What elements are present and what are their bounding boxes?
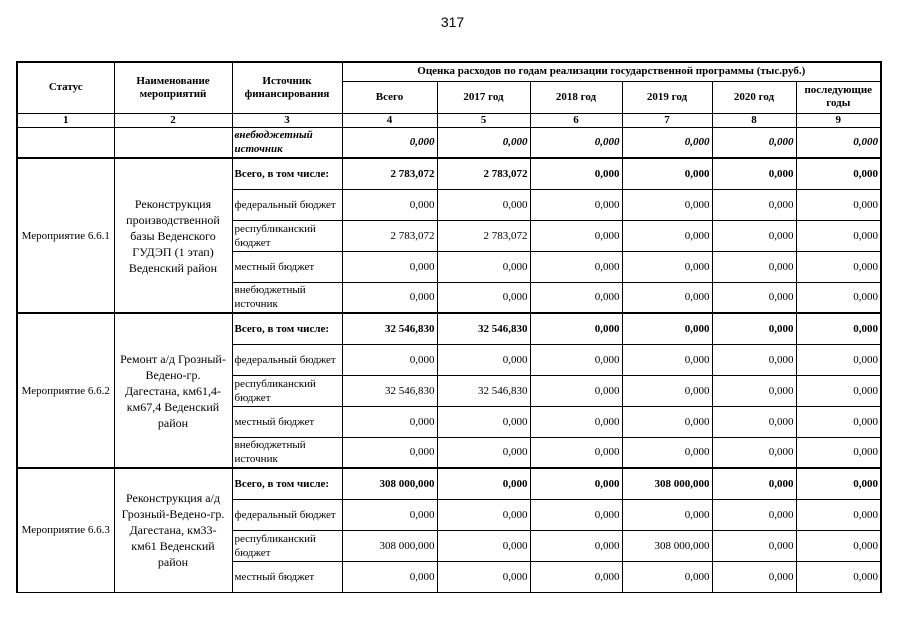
- value-cell: 0,000: [622, 499, 712, 530]
- value-cell: 32 546,830: [342, 375, 437, 406]
- value-cell: 0,000: [796, 251, 881, 282]
- header-year-2019: 2019 год: [622, 81, 712, 113]
- header-year-2020: 2020 год: [712, 81, 796, 113]
- value-cell: 0,000: [622, 282, 712, 313]
- value-cell: 0,000: [530, 251, 622, 282]
- value-cell: 0,000: [530, 158, 622, 189]
- value-cell: 0,000: [342, 344, 437, 375]
- value-cell: 0,000: [712, 220, 796, 251]
- value-cell: 0,000: [712, 344, 796, 375]
- value-cell: 0,000: [712, 530, 796, 561]
- value-cell: 0,000: [796, 158, 881, 189]
- source-cell: республиканский бюджет: [232, 375, 342, 406]
- value-cell: 0,000: [712, 561, 796, 592]
- event-name-cell: Реконструкция а/д Грозный-Ведено-гр. Дагестана, км33-км61 Веденский район: [114, 468, 232, 592]
- value-cell: 0,000: [530, 313, 622, 344]
- value-cell: 0,000: [796, 220, 881, 251]
- source-cell: республиканский бюджет: [232, 220, 342, 251]
- value-cell: 0,000: [712, 127, 796, 158]
- value-cell: 0,000: [530, 220, 622, 251]
- value-cell: 0,000: [712, 375, 796, 406]
- status-cell: Мероприятие 6.6.3: [17, 468, 114, 592]
- value-cell: 32 546,830: [342, 313, 437, 344]
- event-name-cell: Реконструкция производственной базы Веденского ГУДЭП (1 этап) Веденский район: [114, 158, 232, 313]
- value-cell: 0,000: [437, 437, 530, 468]
- value-cell: 0,000: [342, 282, 437, 313]
- value-cell: 308 000,000: [622, 468, 712, 499]
- header-source: Источник финансирования: [232, 62, 342, 113]
- value-cell: 0,000: [712, 468, 796, 499]
- value-cell: 0,000: [796, 499, 881, 530]
- source-cell: федеральный бюджет: [232, 344, 342, 375]
- value-cell: 0,000: [712, 437, 796, 468]
- value-cell: 0,000: [796, 406, 881, 437]
- status-cell-empty: [17, 127, 114, 158]
- source-cell: местный бюджет: [232, 251, 342, 282]
- status-cell: Мероприятие 6.6.1: [17, 158, 114, 313]
- value-cell: 0,000: [342, 561, 437, 592]
- value-cell: 0,000: [622, 561, 712, 592]
- source-cell: внебюджетный источник: [232, 127, 342, 158]
- budget-table: [16, 61, 882, 593]
- value-cell: 2 783,072: [437, 158, 530, 189]
- col-number: 9: [796, 113, 881, 127]
- value-cell: 0,000: [622, 220, 712, 251]
- col-number: 2: [114, 113, 232, 127]
- value-cell: 0,000: [622, 437, 712, 468]
- value-cell: 0,000: [530, 499, 622, 530]
- value-cell: 0,000: [530, 561, 622, 592]
- value-cell: 32 546,830: [437, 375, 530, 406]
- value-cell: 0,000: [796, 313, 881, 344]
- value-cell: 0,000: [622, 375, 712, 406]
- status-cell: Мероприятие 6.6.2: [17, 313, 114, 468]
- value-cell: 0,000: [530, 282, 622, 313]
- source-cell: внебюджетный источник: [232, 437, 342, 468]
- source-cell: местный бюджет: [232, 561, 342, 592]
- value-cell: 0,000: [622, 189, 712, 220]
- value-cell: 0,000: [622, 313, 712, 344]
- col-number: 4: [342, 113, 437, 127]
- value-cell: 0,000: [530, 189, 622, 220]
- value-cell: 0,000: [437, 282, 530, 313]
- value-cell: 0,000: [437, 561, 530, 592]
- value-cell: 0,000: [622, 127, 712, 158]
- value-cell: 2 783,072: [342, 220, 437, 251]
- value-cell: 0,000: [342, 437, 437, 468]
- col-number: 6: [530, 113, 622, 127]
- value-cell: 0,000: [622, 251, 712, 282]
- header-estimate: Оценка расходов по годам реализации государственной программы (тыс.руб.): [342, 62, 881, 81]
- value-cell: 0,000: [342, 127, 437, 158]
- value-cell: 0,000: [530, 344, 622, 375]
- value-cell: 0,000: [622, 406, 712, 437]
- value-cell: 0,000: [712, 313, 796, 344]
- value-cell: 0,000: [437, 468, 530, 499]
- event-name-cell-empty: [114, 127, 232, 158]
- source-cell: республиканский бюджет: [232, 530, 342, 561]
- header-year-later: последующие годы: [796, 81, 881, 113]
- value-cell: 2 783,072: [437, 220, 530, 251]
- value-cell: 0,000: [437, 499, 530, 530]
- value-cell: 0,000: [437, 406, 530, 437]
- source-cell: федеральный бюджет: [232, 189, 342, 220]
- source-cell: федеральный бюджет: [232, 499, 342, 530]
- value-cell: 0,000: [796, 282, 881, 313]
- value-cell: 0,000: [342, 189, 437, 220]
- value-cell: 0,000: [437, 127, 530, 158]
- value-cell: 0,000: [712, 406, 796, 437]
- source-cell: Всего, в том числе:: [232, 158, 342, 189]
- source-cell: местный бюджет: [232, 406, 342, 437]
- value-cell: 0,000: [796, 189, 881, 220]
- value-cell: 0,000: [342, 251, 437, 282]
- value-cell: 0,000: [437, 530, 530, 561]
- header-year-2018: 2018 год: [530, 81, 622, 113]
- col-number: 1: [17, 113, 114, 127]
- value-cell: 308 000,000: [342, 468, 437, 499]
- value-cell: 0,000: [622, 344, 712, 375]
- value-cell: 0,000: [712, 158, 796, 189]
- value-cell: 0,000: [437, 189, 530, 220]
- value-cell: 0,000: [796, 530, 881, 561]
- value-cell: 0,000: [530, 530, 622, 561]
- source-cell: Всего, в том числе:: [232, 468, 342, 499]
- value-cell: 0,000: [530, 406, 622, 437]
- col-number: 5: [437, 113, 530, 127]
- value-cell: 0,000: [796, 344, 881, 375]
- value-cell: 0,000: [530, 437, 622, 468]
- header-status: Статус: [17, 62, 114, 113]
- value-cell: 0,000: [796, 468, 881, 499]
- value-cell: 0,000: [342, 499, 437, 530]
- value-cell: 0,000: [530, 468, 622, 499]
- value-cell: 0,000: [530, 127, 622, 158]
- col-number: 3: [232, 113, 342, 127]
- col-number: 8: [712, 113, 796, 127]
- header-year-total: Всего: [342, 81, 437, 113]
- value-cell: 0,000: [437, 344, 530, 375]
- value-cell: 0,000: [796, 437, 881, 468]
- value-cell: 0,000: [796, 561, 881, 592]
- col-number: 7: [622, 113, 712, 127]
- source-cell: внебюджетный источник: [232, 282, 342, 313]
- value-cell: 0,000: [712, 499, 796, 530]
- source-cell: Всего, в том числе:: [232, 313, 342, 344]
- value-cell: 0,000: [796, 375, 881, 406]
- value-cell: 308 000,000: [342, 530, 437, 561]
- value-cell: 0,000: [712, 251, 796, 282]
- value-cell: 0,000: [712, 282, 796, 313]
- value-cell: 0,000: [712, 189, 796, 220]
- page-number: 317: [440, 14, 465, 30]
- value-cell: 0,000: [622, 158, 712, 189]
- header-year-2017: 2017 год: [437, 81, 530, 113]
- value-cell: 0,000: [342, 406, 437, 437]
- event-name-cell: Ремонт а/д Грозный-Ведено-гр. Дагестана, км61,4-км67,4 Веденский район: [114, 313, 232, 468]
- value-cell: 0,000: [437, 251, 530, 282]
- value-cell: 0,000: [796, 127, 881, 158]
- value-cell: 0,000: [530, 375, 622, 406]
- value-cell: 2 783,072: [342, 158, 437, 189]
- header-event-name: Наименование мероприятий: [114, 62, 232, 113]
- value-cell: 308 000,000: [622, 530, 712, 561]
- value-cell: 32 546,830: [437, 313, 530, 344]
